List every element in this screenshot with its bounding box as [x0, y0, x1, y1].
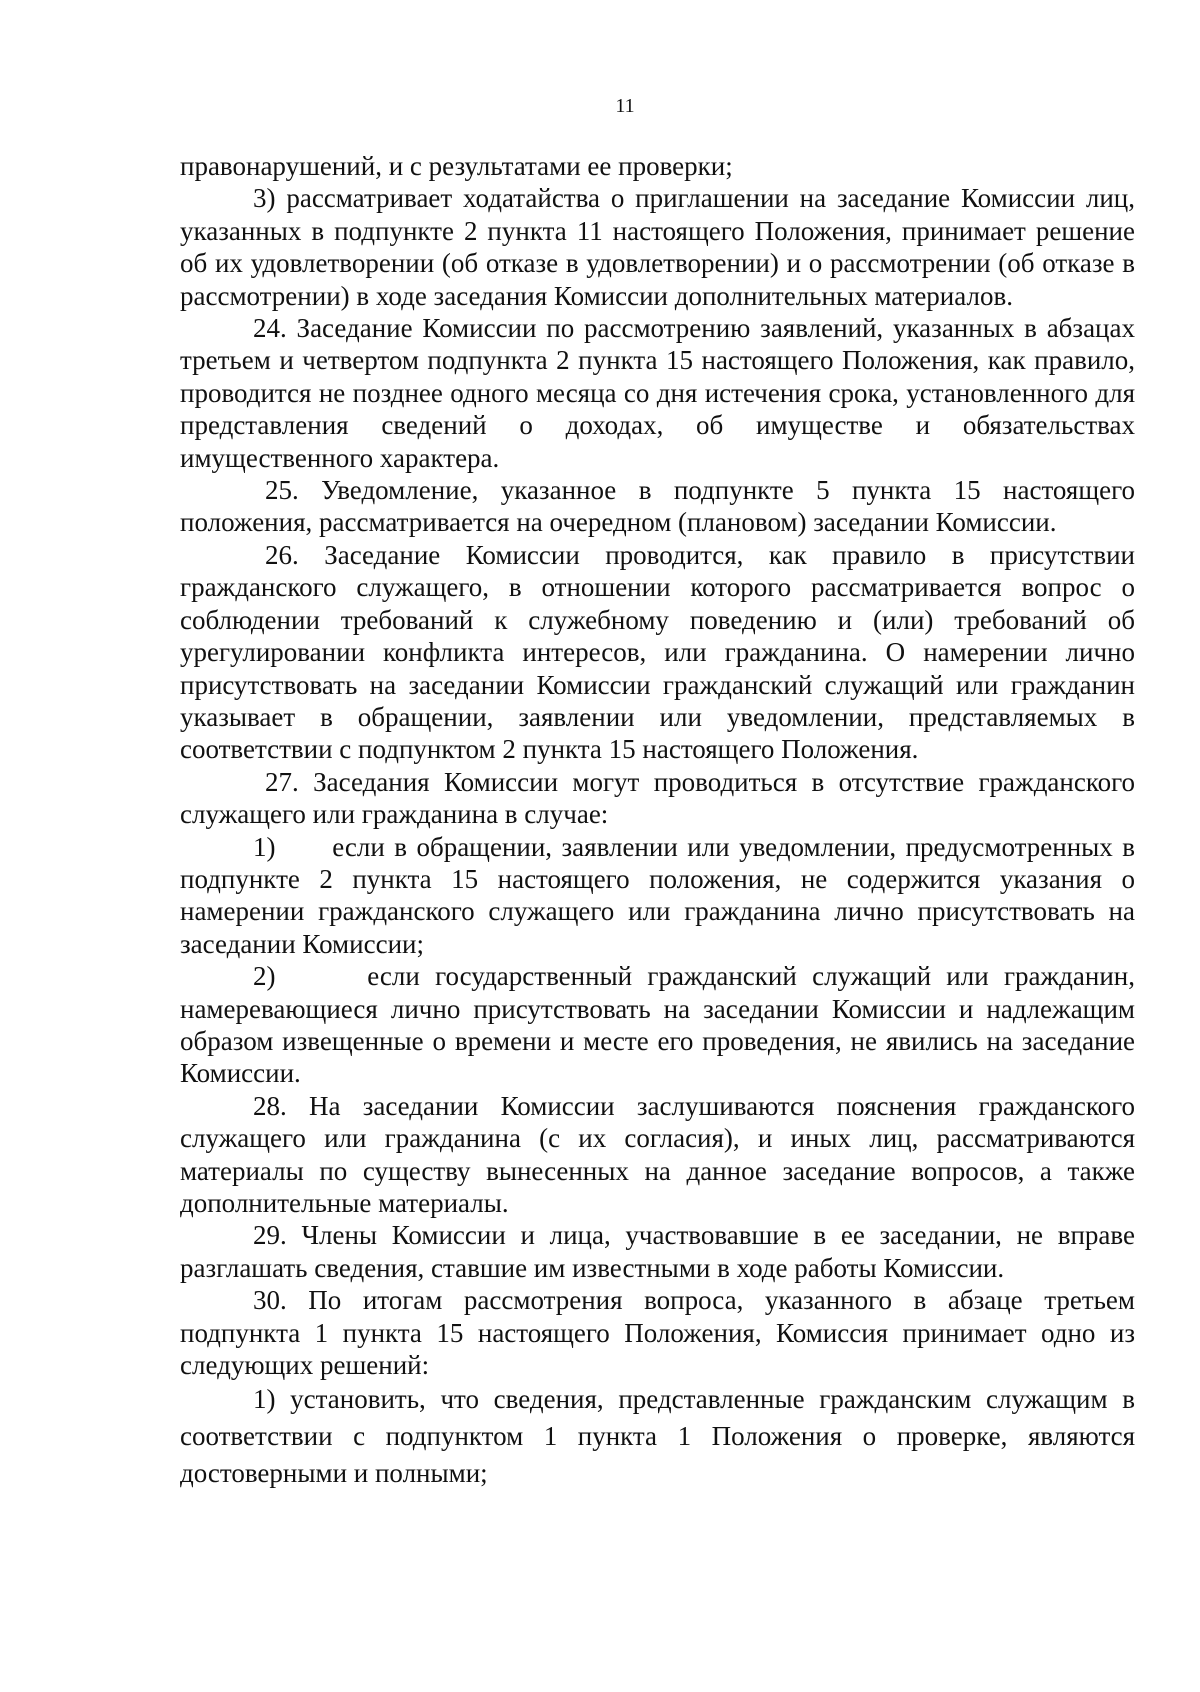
paragraph-30: 30. По итогам рассмотрения вопроса, указанного в абзаце третьем подпункта 1 пункта 15 настоящего Положения, Комиссия принимает одно из следующих решений: — [180, 1285, 1135, 1381]
paragraph-26: 26. Заседание Комиссии проводится, как правило в присутствии гражданского служащего, в отношении которого рассматривается вопрос о соблюдении требований к служебному поведению и (или) требований об урегулировании конфликта интересов, или гражданина. О намерении лично присутствовать на заседании Комиссии гражданский служащий или гражданин указывает в обращении, заявлении или уведомлении, представляемых в соответствии с подпунктом 2 пункта 15 настоящего Положения. — [180, 539, 1135, 765]
paragraph-24: 24. Заседание Комиссии по рассмотрению заявлений, указанных в абзацах третьем и четвертом подпункта 2 пункта 15 настоящего Положения, как правило, проводится не позднее одного месяца со дня истечения срока, установленного для представления сведений о доходах, об имуществе и обязательствах имущественного характера. — [180, 313, 1135, 473]
paragraph-25: 25. Уведомление, указанное в подпункте 5 пункта 15 настоящего положения, рассматривается на очередном (плановом) заседании Комиссии. — [180, 475, 1135, 538]
paragraph-28: 28. На заседании Комиссии заслушиваются пояснения гражданского служащего или гражданина (с их согласия), и иных лиц, рассматриваются материалы по существу вынесенных на данное заседание вопросов, а также дополнительные материалы. — [180, 1090, 1135, 1218]
paragraph-27-item-1: 1) если в обращении, заявлении или уведомлении, предусмотренных в подпункте 2 пункта 15 настоящего положения, не содержится указания о намерении гражданского служащего или гражданина лично присутствовать на заседании Комиссии; — [180, 831, 1135, 959]
paragraph-27-item-2: 2) если государственный гражданский служащий или гражданин, намеревающиеся лично присутствовать на заседании Комиссии и надлежащим образом извещенные о времени и месте его проведения, не явились на заседание Комиссии. — [180, 961, 1135, 1089]
page-number: 11 — [615, 95, 635, 117]
paragraph-continuation: правонарушений, и с результатами ее проверки; — [180, 151, 733, 181]
paragraph-item-3: 3) рассматривает ходатайства о приглашении на заседание Комиссии лиц, указанных в подпункте 2 пункта 11 настоящего Положения, принимает решение об их удовлетворении (об отказе в удовлетворении) и о рассмотрении (об отказе в рассмотрении) в ходе заседания Комиссии дополнительных материалов. — [180, 183, 1135, 311]
last-block — [180, 1381, 1135, 1492]
paragraph-27: 27. Заседания Комиссии могут проводиться в отсутствие гражданского служащего или гражданина в случае: — [180, 766, 1135, 830]
document-body — [180, 150, 1135, 1492]
paragraph-29: 29. Члены Комиссии и лица, участвовавшие в ее заседании, не вправе разглашать сведения, ставшие им известными в ходе работы Комиссии. — [180, 1220, 1135, 1283]
paragraph-30-item-1: 1) установить, что сведения, представленные гражданским служащим в соответствии с подпунктом 1 пункта 1 Положения о проверке, являются достоверными и полными; — [180, 1384, 1135, 1489]
